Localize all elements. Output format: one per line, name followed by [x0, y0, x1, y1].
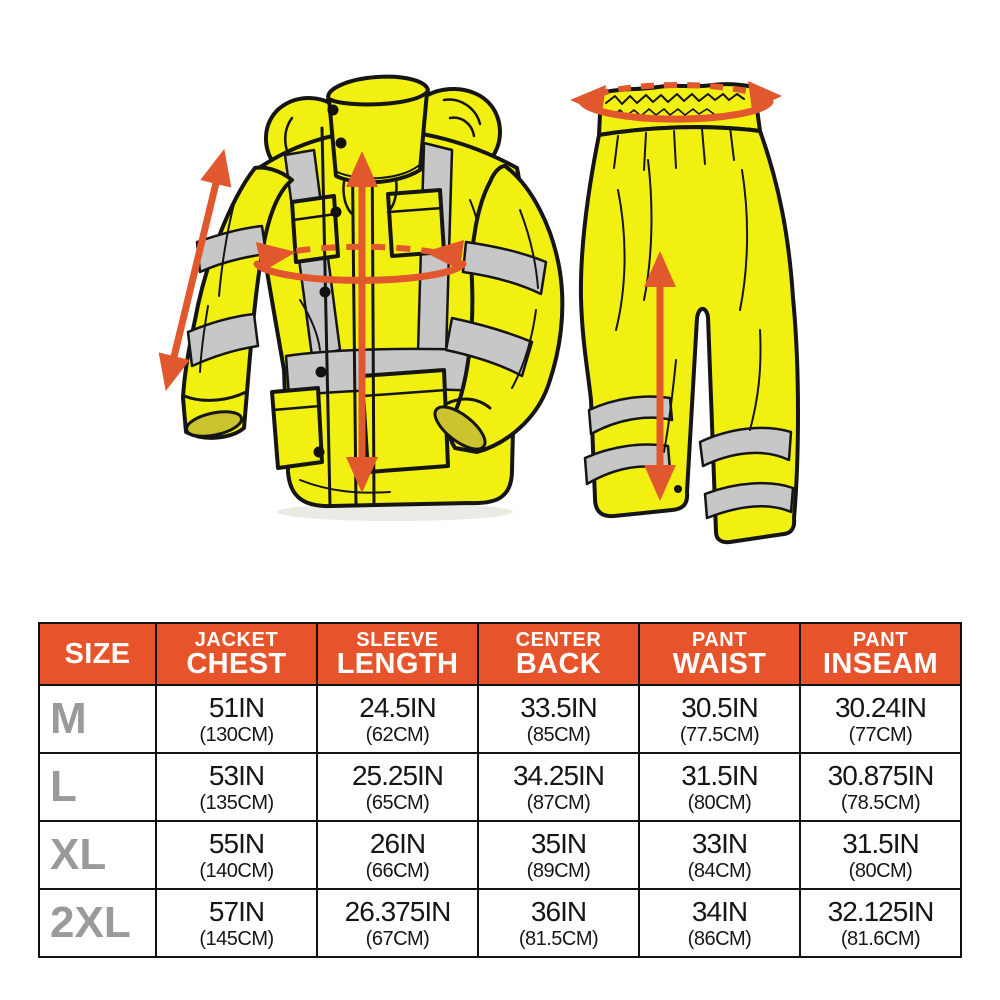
table-row-2xl: [39, 889, 961, 957]
header-row: [39, 623, 961, 685]
value-cell: 33IN (84CM): [639, 821, 800, 889]
size-label: XL: [39, 821, 156, 889]
value-cell: 51IN (130CM): [156, 685, 317, 753]
size-label: L: [39, 753, 156, 821]
pants-illustration: [581, 84, 798, 542]
size-label: M: [39, 685, 156, 753]
size-chart-table: [38, 622, 962, 958]
table-row-l: [39, 753, 961, 821]
col-header-sleeve-length: SLEEVE LENGTH: [317, 623, 478, 685]
value-cell: 26IN (66CM): [317, 821, 478, 889]
value-cell: 55IN (140CM): [156, 821, 317, 889]
value-cell: 34.25IN (87CM): [478, 753, 639, 821]
value-cell: 24.5IN (62CM): [317, 685, 478, 753]
value-cell: 33.5IN (85CM): [478, 685, 639, 753]
value-cell: 30.5IN (77.5CM): [639, 685, 800, 753]
value-cell: 35IN (89CM): [478, 821, 639, 889]
value-cell: 34IN (86CM): [639, 889, 800, 957]
value-cell: 57IN (145CM): [156, 889, 317, 957]
value-cell: 53IN (135CM): [156, 753, 317, 821]
value-cell: 31.5IN (80CM): [800, 821, 961, 889]
table-row-xl: [39, 821, 961, 889]
value-cell: 25.25IN (65CM): [317, 753, 478, 821]
table-row-m: [39, 685, 961, 753]
col-header-pant-inseam: PANT INSEAM: [800, 623, 961, 685]
value-cell: 32.125IN (81.6CM): [800, 889, 961, 957]
col-header-size: SIZE: [39, 623, 156, 685]
col-header-pant-waist: PANT WAIST: [639, 623, 800, 685]
value-cell: 30.875IN (78.5CM): [800, 753, 961, 821]
col-header-jacket-chest: JACKET CHEST: [156, 623, 317, 685]
col-header-center-back: CENTER BACK: [478, 623, 639, 685]
jacket-illustration: [183, 74, 562, 507]
value-cell: 26.375IN (67CM): [317, 889, 478, 957]
size-label: 2XL: [39, 889, 156, 957]
value-cell: 31.5IN (80CM): [639, 753, 800, 821]
value-cell: 36IN (81.5CM): [478, 889, 639, 957]
value-cell: 30.24IN (77CM): [800, 685, 961, 753]
